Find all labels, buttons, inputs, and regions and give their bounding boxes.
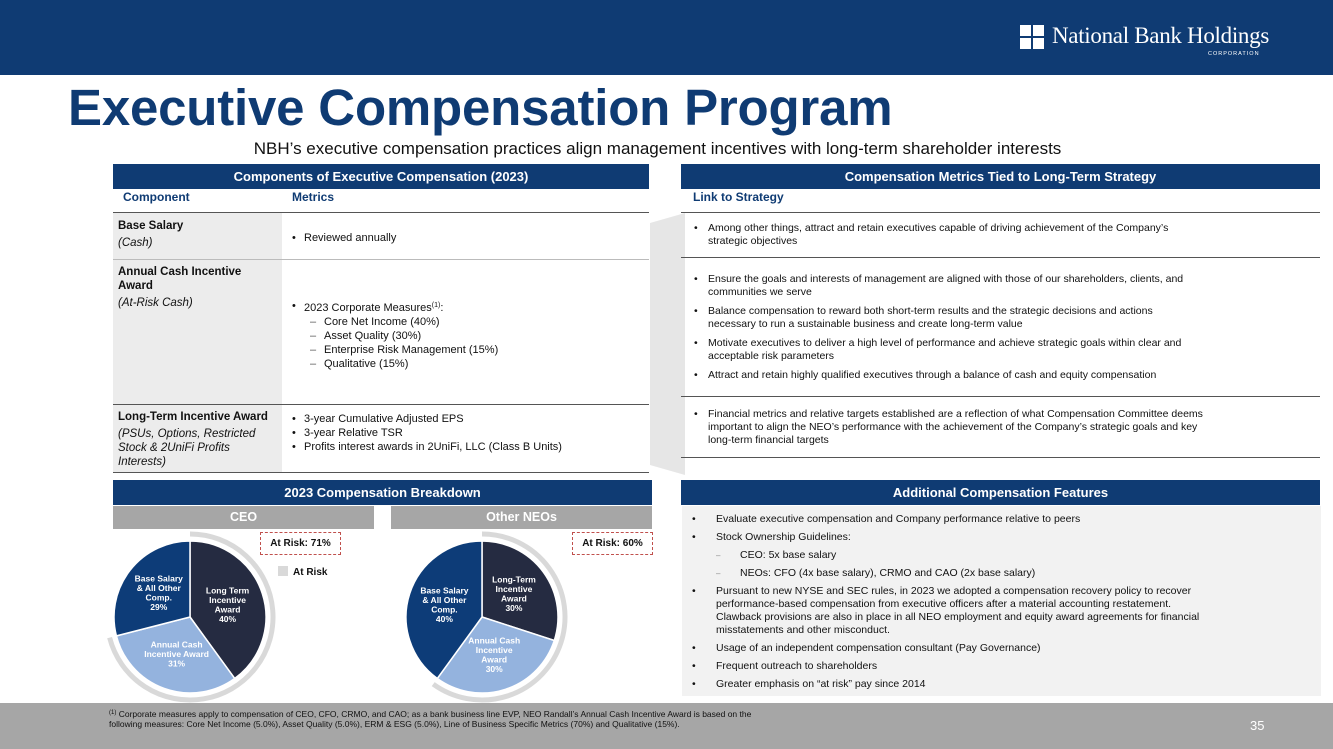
list-item: – CEO: 5x base salary — [690, 549, 1200, 562]
ceo-slice-label-2: Annual Cash Incentive Award 31% — [144, 639, 209, 669]
legend-label: At Risk — [293, 567, 328, 578]
footnote-marker: (1) — [109, 710, 117, 716]
list-item: – Core Net Income (40%) — [290, 315, 640, 329]
page-number: 35 — [1250, 718, 1265, 733]
neo-pie-chart — [397, 532, 577, 704]
component-base-salary-sub: (Cash) — [118, 237, 153, 249]
list-item: • Among other things, attract and retain executives capable of driving achievement of the Company’s strategic objectives — [693, 222, 1203, 248]
list-item: • Usage of an independent compensation consultant (Pay Governance) — [690, 642, 1200, 655]
component-annual-cash-sub: (At-Risk Cash) — [118, 297, 193, 309]
ceo-subheader: CEO — [113, 506, 374, 529]
divider — [113, 404, 649, 405]
metric-tail: : — [440, 302, 444, 314]
component-annual-cash: Annual Cash Incentive Award — [118, 266, 242, 292]
list-item: • Frequent outreach to shareholders — [690, 660, 1200, 673]
list-item — [290, 299, 640, 315]
component-base-salary: Base Salary — [118, 220, 184, 232]
neo-slice-label-3: Base Salary & All Other Comp. 40% — [420, 585, 469, 625]
metrics-list — [290, 412, 645, 454]
divider — [681, 257, 1320, 258]
features-list — [690, 513, 1200, 696]
list-item: • Motivate executives to deliver a high level of performance and achieve strategic goals within clear and acceptable risk parameters — [693, 337, 1203, 363]
logo-subtitle: CORPORATION — [1208, 51, 1260, 57]
chart-legend — [278, 566, 327, 578]
divider — [681, 457, 1320, 458]
neo-slice-label-2: Annual Cash Incentive Award 30% — [468, 635, 521, 674]
footnote-marker: (1) — [431, 302, 441, 309]
list-item: • Greater emphasis on “at risk” pay since 2014 — [690, 678, 1200, 691]
footnote-text: Corporate measures apply to compensation of CEO, CFO, CRMO, and CAO; as a bank business line EVP, NEO Randall’s Annual Cash Incentive Award is based on the following measures: Core Net Income (5.0%), Asset Quality (5.0%), ERM & ESG (5.0%), Line of Business Specific Metrics (70%) and Qualitative (15%). — [109, 709, 752, 729]
metrics-list — [290, 299, 640, 371]
strategy-group — [693, 222, 1203, 254]
page-subtitle: NBH’s executive compensation practices align management incentives with long-term shareholder interests — [253, 139, 1062, 158]
list-item: • 3-year Cumulative Adjusted EPS — [290, 412, 645, 426]
col-component: Component — [123, 190, 190, 204]
strategy-header: Compensation Metrics Tied to Long-Term Strategy — [681, 164, 1320, 189]
component-long-term: Long-Term Incentive Award — [118, 411, 268, 423]
metrics-list — [290, 231, 640, 245]
list-item: • Pursuant to new NYSE and SEC rules, in 2023 we adopted a compensation recovery policy to recover performance-based compensation from executive officers after a material accounting restatement. Clawback provisions are also in place in all NEO employment and equity award agreements for financial misstatements and other misconduct. — [690, 585, 1200, 637]
ceo-pie-chart — [105, 532, 285, 704]
list-item: – Qualitative (15%) — [290, 357, 640, 371]
neo-slice-label-1: Long-Term Incentive Award 30% — [492, 574, 536, 614]
list-item: – NEOs: CFO (4x base salary), CRMO and CAO (2x base salary) — [690, 567, 1200, 580]
footnote — [109, 709, 769, 729]
strategy-group — [693, 408, 1203, 453]
list-item: • Stock Ownership Guidelines: — [690, 531, 1200, 544]
logo-grid-icon — [1020, 25, 1045, 50]
metric-head: 2023 Corporate Measures — [304, 302, 432, 314]
strategy-group — [693, 273, 1203, 388]
list-item: – Enterprise Risk Management (15%) — [290, 343, 640, 357]
list-item: • Reviewed annually — [290, 231, 640, 245]
divider — [681, 396, 1320, 397]
divider — [681, 212, 1320, 213]
col-link-to-strategy: Link to Strategy — [693, 190, 784, 204]
component-long-term-sub: (PSUs, Options, Restricted Stock & 2UniFi Profits Interests) — [118, 428, 256, 468]
list-item: • Balance compensation to reward both short-term results and the strategic decisions and actions necessary to run a sustainable business and create long-term value — [693, 305, 1203, 331]
logo-name: National Bank Holdings — [1052, 23, 1269, 48]
ceo-slice-label-1: Long Term Incentive Award 40% — [205, 585, 250, 625]
divider — [113, 259, 649, 260]
list-item: – Asset Quality (30%) — [290, 329, 640, 343]
list-item: • Ensure the goals and interests of management are aligned with those of our shareholders, clients, and communities we serve — [693, 273, 1203, 299]
list-item: • Evaluate executive compensation and Company performance relative to peers — [690, 513, 1200, 526]
ceo-at-risk-badge: At Risk: 71% — [260, 532, 341, 555]
page-title: Executive Compensation Program — [68, 79, 893, 136]
connector-wedge — [650, 213, 685, 475]
components-header: Components of Executive Compensation (2023) — [113, 164, 649, 189]
list-item: • Attract and retain highly qualified executives through a balance of cash and equity compensation — [693, 369, 1203, 382]
list-item: • Financial metrics and relative targets established are a reflection of what Compensation Committee deems important to align the NEO’s performance with the achievement of the Company’s strategic goals and key long-term financial targets — [693, 408, 1203, 447]
list-item: • 3-year Relative TSR — [290, 426, 645, 440]
ceo-slice-label-3: Base Salary & All Other Comp. 29% — [134, 573, 183, 613]
neo-at-risk-badge: At Risk: 60% — [572, 532, 653, 555]
divider — [113, 472, 649, 473]
col-metrics: Metrics — [292, 190, 335, 204]
features-header: Additional Compensation Features — [681, 480, 1320, 505]
list-item: • Profits interest awards in 2UniFi, LLC (Class B Units) — [290, 440, 645, 454]
neo-subheader: Other NEOs — [391, 506, 652, 529]
breakdown-header: 2023 Compensation Breakdown — [113, 480, 652, 505]
